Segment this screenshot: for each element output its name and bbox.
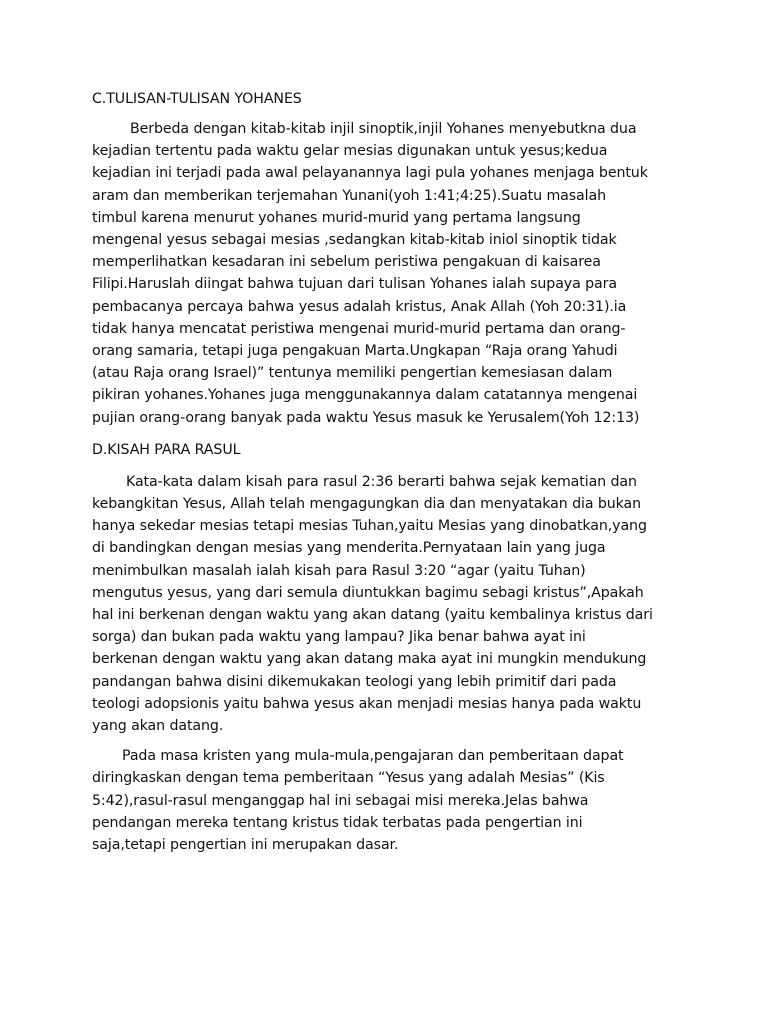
paragraph-line: tidak hanya mencatat peristiwa mengenai murid-murid pertama dan orang- xyxy=(92,320,626,337)
paragraph-line: memperlihatkan kesadaran ini sebelum peristiwa pengakuan di kaisarea xyxy=(92,254,601,271)
paragraph-line: kebangkitan Yesus, Allah telah mengagungkan dia dan menyatakan dia bukan xyxy=(92,496,641,513)
paragraph-kisah-2 xyxy=(92,745,677,856)
paragraph-line: (atau Raja orang Israel)” tentunya memiliki pengertian kemesiasan dalam xyxy=(92,365,613,382)
section-heading-yohanes: C.TULISAN-TULISAN YOHANES xyxy=(92,91,302,107)
paragraph-line: 5:42),rasul-rasul menganggap hal ini sebagai misi mereka.Jelas bahwa xyxy=(92,792,589,809)
paragraph-line: hal ini berkenan dengan waktu yang akan datang (yaitu kembalinya kristus dari xyxy=(92,607,653,624)
paragraph-line: kejadian tertentu pada waktu gelar mesias digunakan untuk yesus;kedua xyxy=(92,143,608,160)
paragraph-line: kejadian ini terjadi pada awal pelayanannya lagi pula yohanes menjaga bentuk xyxy=(92,165,648,182)
paragraph-line: aram dan memberikan terjemahan Yunani(yoh 1:41;4:25).Suatu masalah xyxy=(92,187,606,204)
paragraph-line: sorga) dan bukan pada waktu yang lampau? Jika benar bahwa ayat ini xyxy=(92,629,586,646)
paragraph-yohanes xyxy=(92,118,677,429)
paragraph-line: pandangan bahwa disini dikemukakan teologi yang lebih primitif dari pada xyxy=(92,673,617,690)
paragraph-kisah-1 xyxy=(92,471,677,737)
paragraph-line: pembacanya percaya bahwa yesus adalah kristus, Anak Allah (Yoh 20:31).ia xyxy=(92,298,627,315)
paragraph-line: berkenan dengan waktu yang akan datang maka ayat ini mungkin mendukung xyxy=(92,651,647,668)
paragraph-line: Filipi.Haruslah diingat bahwa tujuan dari tulisan Yohanes ialah supaya para xyxy=(92,276,617,293)
paragraph-line: pendangan mereka tentang kristus tidak terbatas pada pengertian ini xyxy=(92,814,583,831)
document-page xyxy=(92,88,677,856)
paragraph-line: saja,tetapi pengertian ini merupakan dasar. xyxy=(92,837,399,854)
paragraph-line: pikiran yohanes.Yohanes juga menggunakannya dalam catatannya mengenai xyxy=(92,387,638,404)
paragraph-line: di bandingkan dengan mesias yang menderita.Pernyataan lain yang juga xyxy=(92,540,606,557)
paragraph-line: mengenal yesus sebagai mesias ,sedangkan kitab-kitab iniol sinoptik tidak xyxy=(92,232,617,249)
paragraph-line: menimbulkan masalah ialah kisah para Rasul 3:20 “agar (yaitu Tuhan) xyxy=(92,562,586,579)
paragraph-line: orang samaria, tetapi juga pengakuan Marta.Ungkapan “Raja orang Yahudi xyxy=(92,343,618,360)
paragraph-line: mengutus yesus, yang dari semula diuntukkan bagimu sebagi kristus”,Apakah xyxy=(92,584,644,601)
paragraph-line: teologi adopsionis yaitu bahwa yesus akan menjadi mesias hanya pada waktu xyxy=(92,695,642,712)
paragraph-line: hanya sekedar mesias tetapi mesias Tuhan,yaitu Mesias yang dinobatkan,yang xyxy=(92,518,647,535)
paragraph-line: yang akan datang. xyxy=(92,718,224,735)
paragraph-line: Berbeda dengan kitab-kitab injil sinoptik,injil Yohanes menyebutkna dua xyxy=(130,121,637,137)
paragraph-line: Pada masa kristen yang mula-mula,pengajaran dan pemberitaan dapat xyxy=(122,748,624,765)
section-heading-kisah-para-rasul: D.KISAH PARA RASUL xyxy=(92,441,241,458)
paragraph-line: diringkaskan dengan tema pemberitaan “Yesus yang adalah Mesias” (Kis xyxy=(92,770,605,787)
paragraph-line: timbul karena menurut yohanes murid-murid yang pertama langsung xyxy=(92,209,581,226)
paragraph-line: Kata-kata dalam kisah para rasul 2:36 berarti bahwa sejak kematian dan xyxy=(126,473,637,490)
paragraph-line: pujian orang-orang banyak pada waktu Yesus masuk ke Yerusalem(Yoh 12:13) xyxy=(92,409,640,426)
